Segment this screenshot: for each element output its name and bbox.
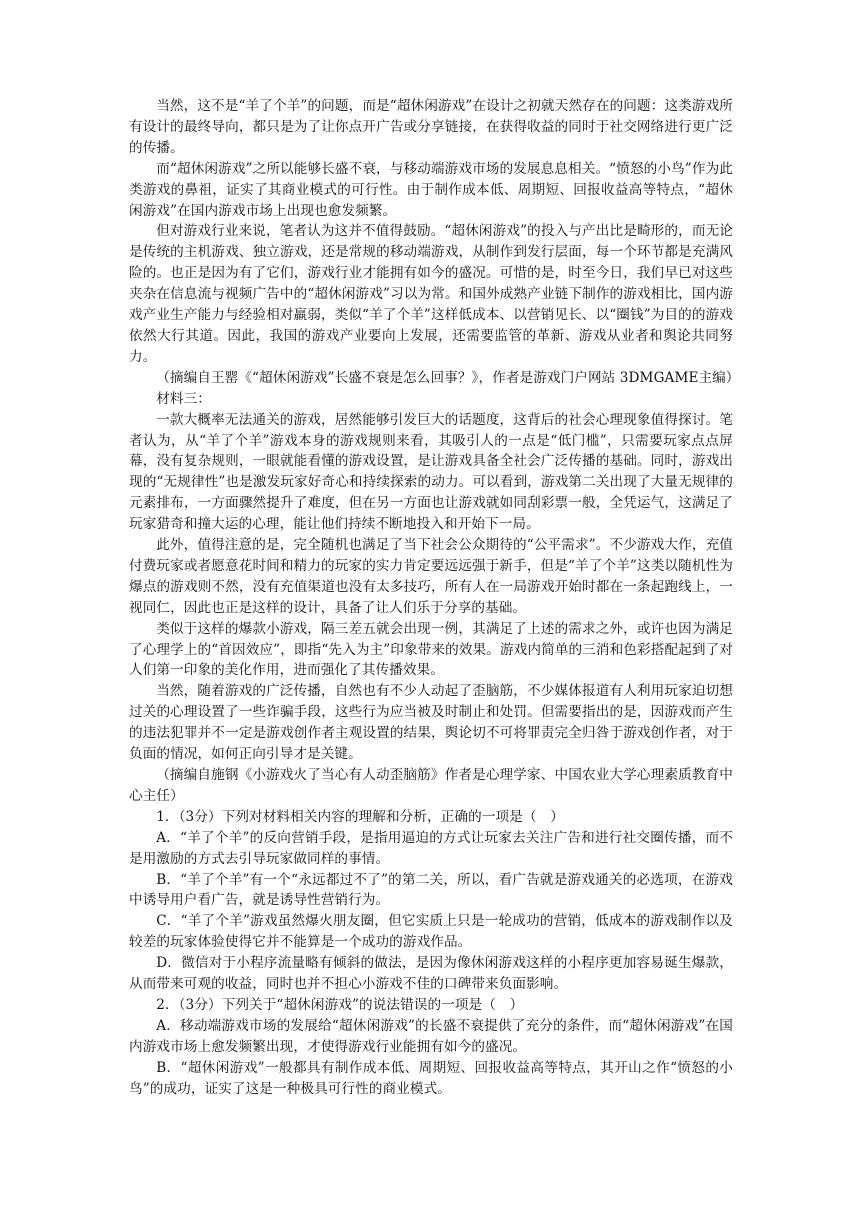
document-page <box>129 96 740 1100</box>
answer-option: A．移动端游戏市场的发展给“超休闲游戏”的长盛不衰提供了充分的条件，而“超休闲游戏”在国内游戏市场上愈发频繁出现，才使得游戏行业能拥有如今的盛况。 <box>129 1017 733 1055</box>
paragraph: 类似于这样的爆款小游戏，隔三差五就会出现一例，其满足了上述的需求之外，或许也因为满足了心理学上的“首因效应”，即指“先入为主”印象带来的效果。游戏内简单的三消和色彩搭配起到了对人们第一印象的美化作用，进而强化了其传播效果。 <box>129 620 733 679</box>
paragraph: 而“超休闲游戏”之所以能够长盛不衰，与移动端游戏市场的发展息息相关。“愤怒的小鸟”作为此类游戏的鼻祖，证实了其商业模式的可行性。由于制作成本低、周期短、回报收益高等特点，“超休闲游戏”在国内游戏市场上出现也愈发频繁。 <box>129 160 733 219</box>
paragraph: 当然，随着游戏的广泛传播，自然也有不少人动起了歪脑筋，不少媒体报道有人利用玩家迫切想过关的心理设置了一些诈骗手段，这些行为应当被及时制止和处罚。但需要指出的是，因游戏而产生的违法犯罪并不一定是游戏创作者主观设置的结果，舆论切不可将罪责完全归咎于游戏创作者，对于负面的情况，如何正向引导才是关键。 <box>129 683 733 763</box>
source-citation: （摘编自施钢《小游戏火了当心有人动歪脑筋》作者是心理学家、中国农业大学心理素质教育中心主任） <box>129 767 733 804</box>
answer-option: B．“超休闲游戏”一般都具有制作成本低、周期短、回报收益高等特点，其开山之作“愤怒的小鸟”的成功，证实了这是一种极具可行性的商业模式。 <box>129 1059 733 1097</box>
answer-option: A．“羊了个羊”的反向营销手段，是指用逼迫的方式让玩家去关注广告和进行社交圈传播，而不是用激励的方式去引导玩家做同样的事情。 <box>129 829 733 867</box>
question-stem: 2．（3分）下列关于“超休闲游戏”的说法错误的一项是（ ） <box>156 996 524 1013</box>
answer-option: D．微信对于小程序流量略有倾斜的做法，是因为像休闲游戏这样的小程序更加容易诞生爆款，从而带来可观的收益，同时也并不担心小游戏不佳的口碑带来负面影响。 <box>129 955 733 993</box>
section-label: 材料三： <box>156 390 211 407</box>
question-stem: 1．（3分）下列对材料相关内容的理解和分析，正确的一项是（ ） <box>156 808 565 825</box>
paragraph: 当然，这不是“羊了个羊”的问题，而是“超休闲游戏”在设计之初就天然存在的问题：这类游戏所有设计的最终导向，都只是为了让你点开广告或分享链接，在获得收益的同时于社交网络进行更广泛的传播。 <box>129 98 733 156</box>
answer-option: B．“羊了个羊”有一个“永远都过不了”的第二关，所以，看广告就是游戏通关的必选项，在游戏中诱导用户看广告，就是诱导性营销行为。 <box>129 871 733 909</box>
paragraph: 但对游戏行业来说，笔者认为这并不值得鼓励。“超休闲游戏”的投入与产出比是畸形的，而无论是传统的主机游戏、独立游戏，还是常规的移动端游戏，从制作到发行层面，每一个环节都是充满风险的。也正是因为有了它们，游戏行业才能拥有如今的盛况。可惜的是，时至今日，我们早已对这些夹杂在信息流与视频广告中的“超休闲游戏”习以为常。和国外成熟产业链下制作的游戏相比，国内游戏产业生产能力与经验相对羸弱，类似“羊了个羊”这样低成本、以营销见长、以“圈钱”为目的的游戏依然大行其道。因此，我国的游戏产业要向上发展，还需要监管的革新、游戏从业者和舆论共同努力。 <box>129 223 733 365</box>
source-citation: （摘编自王罂《“超休闲游戏”长盛不衰是怎么回事？》，作者是游戏门户网站 3DMGAME主编） <box>156 369 740 386</box>
paragraph: 一款大概率无法通关的游戏，居然能够引发巨大的话题度，这背后的社会心理现象值得探讨。笔者认为，从“羊了个羊”游戏本身的游戏规则来看，其吸引人的一点是“低门槛”，只需要玩家点点屏幕，没有复杂规则，一眼就能看懂的游戏设置，是让游戏具备全社会广泛传播的基础。同时，游戏出现的“无规律性”也是激发玩家好奇心和持续探索的动力。可以看到，游戏第二关出现了大量无规律的元素排布，一方面骤然提升了难度，但在另一方面也让游戏就如同刮彩票一般，全凭运气，这满足了玩家猎奇和撞大运的心理，能让他们持续不断地投入和开始下一局。 <box>129 411 733 533</box>
paragraph: 此外，值得注意的是，完全随机也满足了当下社会公众期待的“公平需求”。不少游戏大作，充值付费玩家或者愿意花时间和精力的玩家的实力肯定要远远强于新手，但是“羊了个羊”这类以随机性为爆点的游戏则不然，没有充值渠道也没有太多技巧，所有人在一局游戏开始时都在一条起跑线上，一视同仁，因此也正是这样的设计，具备了让人们乐于分享的基础。 <box>129 537 733 616</box>
answer-option: C．“羊了个羊”游戏虽然爆火朋友圈，但它实质上只是一轮成功的营销，低成本的游戏制作以及较差的玩家体验使得它并不能算是一个成功的游戏作品。 <box>129 913 733 951</box>
